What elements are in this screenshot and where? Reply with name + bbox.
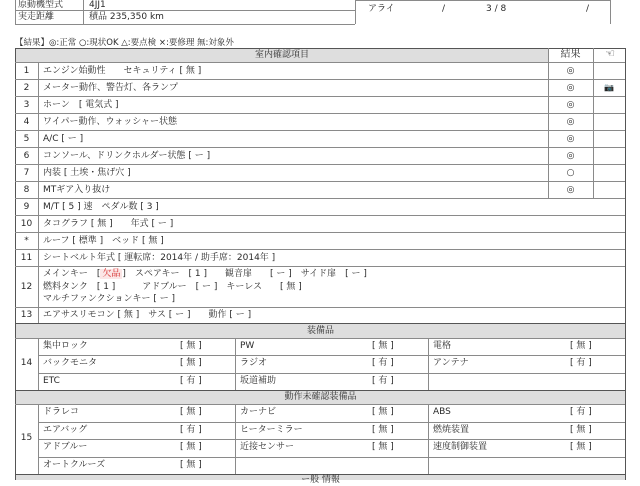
row-star-no: * <box>24 236 29 246</box>
hand-icon: ☜ <box>605 47 615 60</box>
row-line <box>15 130 625 131</box>
top-table-line <box>15 10 355 11</box>
equipment-name: カーナビ <box>240 407 277 417</box>
equipment-value: [ 無 ] <box>180 358 202 369</box>
inspection-header: 室内確認項目 <box>254 50 309 60</box>
row-line <box>15 232 625 233</box>
row-no: 2 <box>23 83 30 93</box>
equipment-value: [ 無 ] <box>570 424 592 435</box>
equipment-value: [ 無 ] <box>180 407 202 417</box>
row-no: 8 <box>23 185 30 195</box>
row-10-text: タコグラフ [ 無 ] 年式 [ ー ] <box>43 219 174 229</box>
top-table-line <box>15 0 16 24</box>
equipment-value: [ 無 ] <box>180 341 202 351</box>
row-text: コンソール、ドリンクホルダー状態 [ ー ] <box>43 151 211 161</box>
no-col-line <box>38 404 39 474</box>
equipment-name: ヒーターミラー <box>240 424 303 435</box>
row-12-no: 12 <box>20 282 33 292</box>
row-12-line-1 <box>43 268 367 280</box>
equipment-name: ABS <box>433 407 451 417</box>
row-11-no: 11 <box>20 253 33 263</box>
row-line <box>15 79 625 80</box>
equipment-name: 電格 <box>433 341 452 351</box>
alignment-value-2: 3 / 8 <box>486 4 507 14</box>
equipment-value: [ 無 ] <box>180 442 202 452</box>
equipment-name: ETC <box>43 375 60 386</box>
unconfirmed-col-line <box>428 404 429 474</box>
missing-key-value: 欠品 <box>102 269 121 279</box>
mark-col-line <box>593 48 594 198</box>
row-text: ホーン [ 電気式 ] <box>43 100 119 110</box>
keys-and-doors: ] スペアキー [ 1 ] 観音扉 [ ー ] サイド扉 [ ー ] <box>122 269 367 279</box>
camera-icon: 📷 <box>604 83 614 92</box>
row-result: ◎ <box>566 185 575 195</box>
row-9-text: M/T [ 5 ] 速 ペダル数 [ 3 ] <box>43 202 159 212</box>
row-result: ◎ <box>566 100 575 110</box>
row-line <box>15 181 625 182</box>
equipment-value: [ 無 ] <box>372 341 394 351</box>
unconfirmed-col-line <box>235 404 236 474</box>
row-line <box>15 147 625 148</box>
row-text: メーター動作、警告灯、各ランプ <box>43 83 179 93</box>
top-table-line <box>83 0 84 24</box>
row-text: ワイパー動作、ウォッシャー状態 <box>43 117 178 127</box>
equipment-name: オートクルーズ <box>43 459 106 470</box>
row-10-no: 10 <box>20 219 33 229</box>
equipment-value: [ 有 ] <box>372 375 394 386</box>
equipment-name: ドラレコ <box>43 407 80 417</box>
row-text: エンジン始動性 セキュリティ [ 無 ] <box>43 66 202 76</box>
equipment-name: アドブルー <box>43 442 88 452</box>
row-result: ◎ <box>566 66 575 76</box>
equipment-no: 14 <box>20 358 33 368</box>
main-key-label: メインキー [ <box>43 269 101 279</box>
row-result: ◎ <box>566 151 575 161</box>
row-line <box>15 164 625 165</box>
equipment-value: [ 有 ] <box>570 407 592 417</box>
no-col-line <box>38 338 39 390</box>
row-no: 5 <box>23 134 30 144</box>
top-table-line <box>355 0 356 24</box>
equipment-col-line <box>235 338 236 390</box>
model-label: 原動機型式 <box>18 0 64 10</box>
alignment-value-1: / <box>442 4 446 14</box>
row-13-text: エアサスリモコン [ 無 ] サス [ ー ] 動作 [ ー ] <box>43 310 252 320</box>
equipment-name: アンテナ <box>433 358 469 369</box>
unconfirmed-header: 動作未確認装備品 <box>284 392 357 402</box>
equipment-value: [ 無 ] <box>372 424 394 435</box>
row-line <box>15 96 625 97</box>
equipment-name: エアバッグ <box>43 424 88 435</box>
top-table-line <box>355 0 610 1</box>
equipment-name: ラジオ <box>240 358 268 369</box>
row-star-text: ルーフ [ 標準 ] ベッド [ 無 ] <box>43 236 164 246</box>
equipment-value: [ 有 ] <box>372 358 394 369</box>
row-9-no: 9 <box>23 202 30 212</box>
equipment-value: [ 無 ] <box>180 459 202 470</box>
row-line <box>38 422 625 423</box>
equipment-value: [ 有 ] <box>570 358 592 369</box>
no-col-line <box>38 62 39 198</box>
row-line <box>15 266 625 267</box>
top-table-line <box>15 24 355 25</box>
mileage-label: 実走距離 <box>18 12 55 22</box>
row-line <box>15 404 625 405</box>
row-line <box>38 355 625 356</box>
row-no: 3 <box>23 100 30 110</box>
row-line <box>15 249 625 250</box>
no-col-line <box>38 198 39 323</box>
equipment-value: [ 有 ] <box>180 424 202 435</box>
row-result: ○ <box>566 168 575 178</box>
result-legend: 【結果】◎:正常 ○:現状OK △:要点検 ×:要修理 無:対象外 <box>15 38 234 48</box>
model-value: 4JJ1 <box>89 0 106 10</box>
row-13-no: 13 <box>20 310 33 320</box>
row-line <box>15 215 625 216</box>
row-line <box>15 338 625 339</box>
equipment-name: 坂道補助 <box>240 375 277 386</box>
equipment-name: 燃焼装置 <box>433 424 470 435</box>
row-no: 6 <box>23 151 30 161</box>
row-12-line-3: マルチファンクションキー [ ー ] <box>43 294 176 304</box>
row-result: ◎ <box>566 134 575 144</box>
equipment-value: [ 無 ] <box>372 442 394 452</box>
equipment-header: 装備品 <box>306 326 334 336</box>
row-text: 内装 [ 土埃・焦げ穴 ] <box>43 168 131 178</box>
table-border-right <box>625 48 626 480</box>
unconfirmed-no: 15 <box>20 433 33 443</box>
row-line <box>38 439 625 440</box>
row-11-text: シートベルト年式 [ 運転席：2014年 / 助手席：2014年 ] <box>43 253 276 263</box>
row-text: A/C [ ー ] <box>43 134 84 144</box>
equipment-value: [ 無 ] <box>570 442 592 452</box>
row-result: ◎ <box>566 83 575 93</box>
equipment-value: [ 無 ] <box>372 407 394 417</box>
top-table-line <box>610 0 611 24</box>
row-result: ◎ <box>566 117 575 127</box>
alignment-value-3: / <box>586 4 590 14</box>
alignment-label: アライ <box>368 4 395 14</box>
equipment-col-line <box>428 338 429 390</box>
equipment-name: バックモニタ <box>43 358 98 369</box>
row-line <box>15 113 625 114</box>
footer-header: ー般 情報 <box>301 475 340 485</box>
mileage-value: 積品 235,350 km <box>89 12 164 22</box>
equipment-value: [ 無 ] <box>570 341 592 351</box>
equipment-name: 近接センサー <box>240 442 295 452</box>
row-line <box>38 373 625 374</box>
row-line <box>38 457 625 458</box>
header-line <box>15 62 625 63</box>
row-12-line-2: 燃料タンク [ 1 ] アドブルー [ ー ] キーレス [ 無 ] <box>43 282 302 292</box>
row-no: 7 <box>23 168 30 178</box>
row-line <box>15 307 625 308</box>
equipment-value: [ 有 ] <box>180 375 202 386</box>
row-no: 1 <box>23 66 30 76</box>
result-col-line <box>548 48 549 198</box>
row-line <box>15 198 625 199</box>
result-header: 結果 <box>560 49 581 60</box>
row-text: MTギア入り抜け <box>43 185 111 195</box>
row-no: 4 <box>23 117 30 127</box>
equipment-name: 速度制御装置 <box>433 442 488 452</box>
equipment-name: PW <box>240 341 255 351</box>
equipment-name: 集中ロック <box>43 341 88 351</box>
